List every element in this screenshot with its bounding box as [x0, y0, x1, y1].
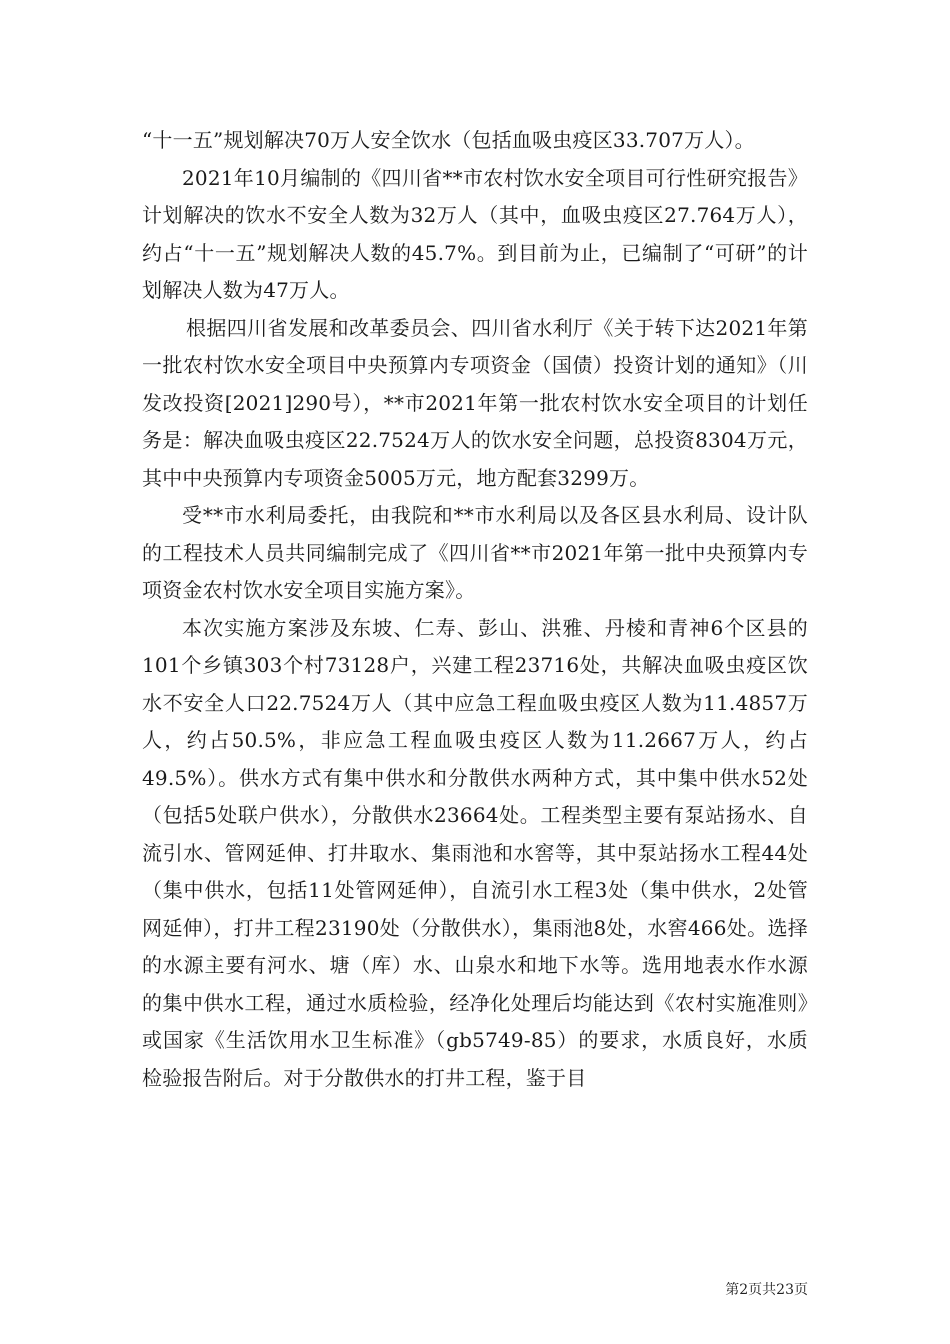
paragraph-commission: 受**市水利局委托，由我院和**市水利局以及各区县水利局、设计队的工程技术人员共同编制完成了《四川省**市2021年第一批中央预算内专项资金农村饮水安全项目实施方案》。 — [142, 503, 808, 602]
paragraph-implementation-scope: 本次实施方案涉及东坡、仁寿、彭山、洪雅、丹棱和青神6个区县的101个乡镇303个村73128户，兴建工程23716处，共解决血吸虫疫区饮水不安全人口22.7524万人（其中应急工程血吸虫疫区人数为11.4857万人，约占50.5%，非应急工程血吸虫疫区人数为11.2667万人，约占49.5%）。供水方式有集中供水和分散供水两种方式，其中集中供水52处（包括5处联户供水），分散供水23664处。工程类型主要有泵站扬水、自流引水、管网延伸、打井取水、集雨池和水窖等，其中泵站扬水工程44处（集中供水，包括11处管网延伸），自流引水工程3处（集中供水，2处管网延伸），打井工程23190处（分散供水），集雨池8处，水窖466处。选择的水源主要有河水、塘（库）水、山泉水和地下水等。选用地表水作水源的集中供水工程，通过水质检验，经净化处理后均能达到《农村实施准则》或国家《生活饮用水卫生标准》（gb5749-85）的要求，水质良好，水质检验报告附后。对于分散供水的打井工程，鉴于目 — [142, 615, 808, 1090]
document-body — [142, 122, 808, 1097]
paragraph-continuation: “十一五”规划解决70万人安全饮水（包括血吸虫疫区33.707万人）。 — [142, 128, 755, 152]
page-number: 第2页共23页 — [725, 1282, 808, 1298]
paragraph-feasibility-report: 2021年10月编制的《四川省**市农村饮水安全项目可行性研究报告》计划解决的饮水不安全人数为32万人（其中，血吸虫疫区27.764万人），约占“十一五”规划解决人数的45.7%。到目前为止，已编制了“可研”的计划解决人数为47万人。 — [142, 165, 808, 302]
paragraph-investment-plan: 根据四川省发展和改革委员会、四川省水利厅《关于转下达2021年第一批农村饮水安全项目中央预算内专项资金（国债）投资计划的通知》（川发改投资[2021]290号），**市2021年第一批农村饮水安全项目的计划任务是：解决血吸虫疫区22.7524万人的饮水安全问题，总投资8304万元，其中中央预算内专项资金5005万元，地方配套3299万。 — [142, 315, 808, 490]
